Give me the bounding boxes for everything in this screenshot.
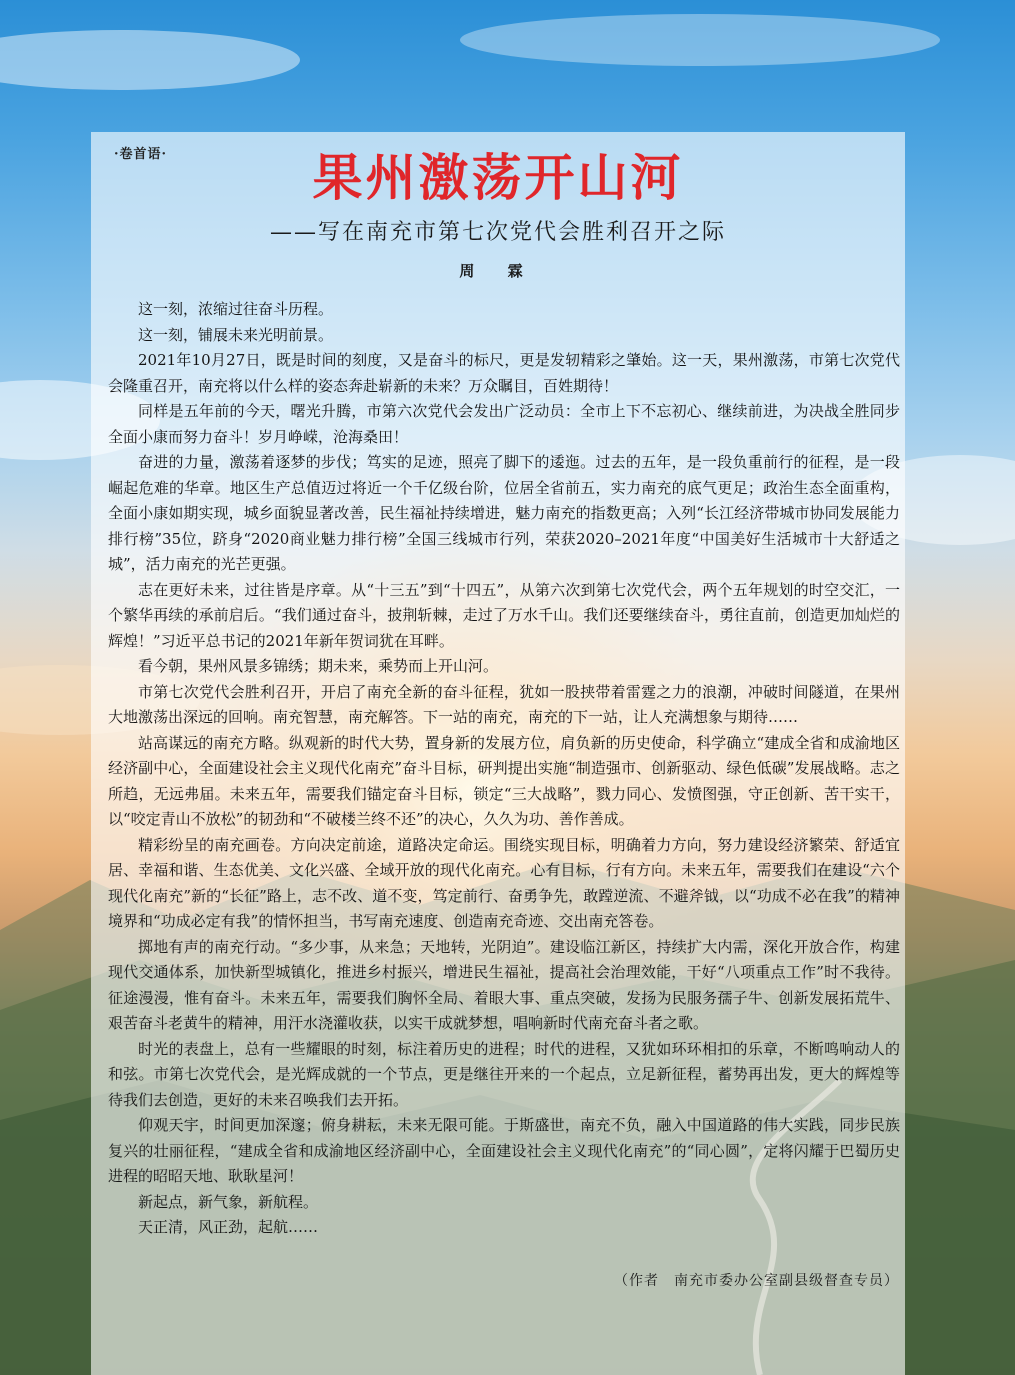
paragraph: 市第七次党代会胜利召开，开启了南充全新的奋斗征程，犹如一股挟带着雷霆之力的浪潮，冲破时间隧道，在果州大地激荡出深远的回响。南充智慧，南充解答。下一站的南充，南充的下一站，让人充满想象与期待……: [108, 682, 900, 726]
section-tag: ·卷首语·: [114, 147, 168, 162]
paragraph: 站高谋远的南充方略。纵观新的时代大势，置身新的发展方位，肩负新的历史使命，科学确立“建成全省和成渝地区经济副中心，全面建设社会主义现代化南充”奋斗目标，研判提出实施“制造强市、创新驱动、绿色低碳”发展战略。志之所趋，无远弗届。未来五年，需要我们锚定奋斗目标，锁定“三大战略”，戮力同心、发愤图强，守正创新、苦干实干，以“咬定青山不放松”的韧劲和“不破楼兰终不还”的决心，久久为功、善作善成。: [108, 733, 900, 828]
article-author: 周 霖: [459, 262, 537, 280]
paragraph: 时光的表盘上，总有一些耀眼的时刻，标注着历史的进程；时代的进程，又犹如环环相扣的乐章，不断鸣响动人的和弦。市第七次党代会，是光辉成就的一个节点，更是继往开来的一个起点，立足新征程，蓄势再出发，更大的辉煌等待我们去创造，更好的未来召唤我们去开拓。: [108, 1039, 900, 1109]
paragraph: 掷地有声的南充行动。“多少事，从来急；天地转，光阴迫”。建设临江新区，持续扩大内需，深化开放合作，构建现代交通体系，加快新型城镇化，推进乡村振兴，增进民生福祉，提高社会治理效能，干好“八项重点工作”时不我待。征途漫漫，惟有奋斗。未来五年，需要我们胸怀全局、着眼大事、重点突破，发扬为民服务孺子牛、创新发展拓荒牛、艰苦奋斗老黄牛的精神，用汗水浇灌收获，以实干成就梦想，唱响新时代南充奋斗者之歌。: [108, 937, 900, 1032]
paragraph: 这一刻，铺展未来光明前景。: [138, 325, 334, 344]
paragraph: 志在更好未来，过往皆是序章。从“十三五”到“十四五”，从第六次到第七次党代会，两个五年规划的时空交汇，一个繁华再续的承前启后。“我们通过奋斗，披荆斩棘，走过了万水千山。我们还要继续奋斗，勇往直前，创造更加灿烂的辉煌！”习近平总书记的2021年新年贺词犹在耳畔。: [108, 580, 900, 650]
paragraph: 奋进的力量，激荡着逐梦的步伐；笃实的足迹，照亮了脚下的逶迤。过去的五年，是一段负重前行的征程，是一段崛起危难的华章。地区生产总值迈过将近一个千亿级台阶，位居全省前五，实力南充的底气更足；政治生态全面重构，全面小康如期实现，城乡面貌显著改善，民生福祉持续增进，魅力南充的指数更高；入列“长江经济带城市协同发展能力排行榜”35位，跻身“2020商业魅力排行榜”全国三线城市行列，荣获2020–2021年度“中国美好生活城市十大舒适之城”，活力南充的光芒更强。: [108, 453, 900, 573]
article-title: 果州激荡开山河: [312, 148, 684, 207]
paragraph: 这一刻，浓缩过往奋斗历程。: [138, 300, 334, 318]
author-footnote: （作者 南充市委办公室副县级督查专员）: [614, 1273, 899, 1289]
paragraph: 精彩纷呈的南充画卷。方向决定前途，道路决定命运。围绕实现目标，明确着力方向，努力建设经济繁荣、舒适宜居、幸福和谐、生态优美、文化兴盛、全域开放的现代化南充。心有目标，行有方向。未来五年，需要我们在建设“六个现代化南充”新的“长征”路上，志不改、道不变，笃定前行、奋勇争先，敢蹚逆流、不避斧钺，以“功成不必在我”的精神境界和“功成必定有我”的情怀担当，书写南充速度、创造南充奇迹、交出南充答卷。: [108, 835, 900, 930]
paragraph: 天正清，风正劲，起航……: [138, 1218, 319, 1236]
article-subtitle: ——写在南充市第七次党代会胜利召开之际: [269, 220, 726, 245]
paragraph: 同样是五年前的今天，曙光升腾，市第六次党代会发出广泛动员：全市上下不忘初心、继续前进，为决战全胜同步全面小康而努力奋斗！岁月峥嵘，沧海桑田！: [108, 402, 900, 446]
paragraph: 新起点，新气象，新航程。: [138, 1192, 319, 1211]
paragraph: 2021年10月27日，既是时间的刻度，又是奋斗的标尺，更是发轫精彩之肇始。这一天，果州激荡，市第七次党代会隆重召开，南充将以什么样的姿态奔赴崭新的未来？万众瞩目，百姓期待！: [108, 351, 900, 395]
paragraph: 看今朝，果州风景多锦绣；期未来，乘势而上开山河。: [138, 657, 499, 675]
paragraph: 仰观天宇，时间更加深邃；俯身耕耘，未来无限可能。于斯盛世，南充不负，融入中国道路的伟大实践，同步民族复兴的壮丽征程，“建成全省和成渝地区经济副中心，全面建设社会主义现代化南充”的“同心圆”，定将闪耀于巴蜀历史进程的昭昭天地、耿耿星河！: [108, 1116, 900, 1185]
article-body: [108, 297, 900, 1241]
